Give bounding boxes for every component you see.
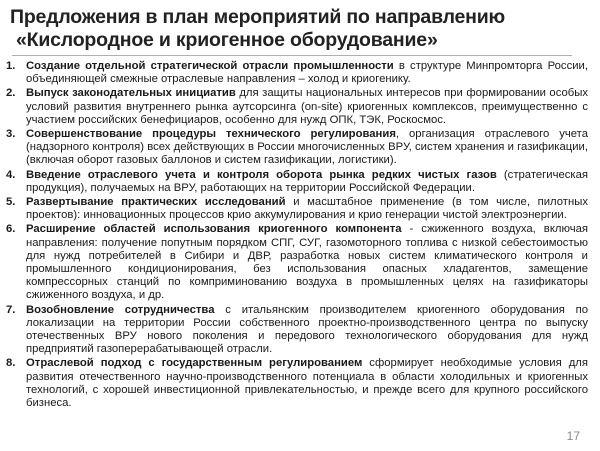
item-number: 7. — [6, 303, 16, 316]
item-text: и масштабное применение (в том числе, пилотных проектов): инновационных процессов крио аккумулирования и крио генерации чистой электроэнергии. — [26, 196, 588, 222]
list-item — [4, 223, 588, 302]
list-item — [4, 357, 588, 410]
list-item — [4, 169, 588, 195]
title-divider — [12, 55, 572, 56]
item-number: 3. — [6, 128, 16, 141]
list-item — [4, 128, 588, 168]
item-text: , организация отраслевого учета (надзорного контроля) всех действующих в России многочисленных ВРУ, систем хранения и газификации, (включая оборот газовых баллонов и систем газификации, логистики). — [26, 128, 588, 167]
item-heading: Введение отраслевого учета и контроля оборота рынка редких чистых газов — [26, 168, 497, 181]
item-text: в структуре Минпромторга России, объединяющей смежные отраслевые направления – холод и криогенику. — [26, 60, 588, 86]
list-item — [4, 60, 588, 86]
item-number: 8. — [6, 357, 16, 370]
item-heading: Совершенствование процедуры технического регулирования — [26, 128, 396, 141]
slide-title-line-2: «Кислородное и криогенное оборудование» — [16, 29, 438, 51]
list-item — [4, 196, 588, 222]
slide-title — [10, 6, 570, 52]
item-heading: Выпуск законодательных инициатив — [26, 87, 236, 100]
item-heading: Развертывание практических исследований — [26, 196, 286, 209]
item-text: сформирует необходимые условия для развития отечественного научно-производственного потенциала в области холодильных и криогенных технологий, с хорошей инвестиционной привлекательностью, и прежде всего для крупного российского бизнеса. — [26, 357, 588, 410]
item-number: 6. — [6, 223, 16, 236]
item-heading: Создание отдельной стратегической отрасли промышленности — [26, 60, 394, 72]
item-number: 2. — [6, 87, 16, 100]
item-text: для защиты национальных интересов при формировании особых условий развития внутреннего рынка аутсорсинга (on-site) криогенных комплексов, преимущественно с участием российских бенефициаров, особенно для нужд ОПК, ТЭК, Роскосмос. — [26, 87, 588, 126]
list-item — [4, 87, 588, 127]
list-item — [4, 304, 588, 357]
proposals-list — [4, 60, 588, 411]
item-heading: Возобновление сотрудничества — [26, 303, 215, 316]
item-text: с итальянским производителем криогенного оборудования по локализации на территории России собственного проектно-производственного центра по выпуску отечественных ВРУ нового поколения и передового технологического оборудования для нужд предприятий газоперерабатывающей отрасли. — [26, 303, 588, 356]
item-text: - сжиженного воздуха, включая направления: получение попутным порядком СПГ, СУГ, газомоторного топлива с низкой себестоимостью для нужд потребителей в Сибири и ДВР, разработка новых систем климатического контроля и промышленного кондиционирования, без использования опасных хладагентов, замещение компрессорных станций по комприминованию воздуха в промышленных целях на газификаторы сжиженного воздуха, и др. — [26, 223, 588, 302]
item-number: 5. — [6, 196, 16, 209]
item-text: (стратегическая продукция), получаемых на ВРУ, работающих на территории Российской Федерации. — [26, 168, 588, 194]
item-heading: Отраслевой подход с государственным регулированием — [26, 357, 363, 370]
item-number: 4. — [6, 168, 16, 181]
item-heading: Расширение областей использования криогенного компонента — [26, 223, 402, 236]
page-number: 17 — [566, 429, 580, 443]
item-number: 1. — [6, 60, 16, 72]
slide-title-line-1: Предложения в план мероприятий по направлению — [10, 6, 506, 28]
